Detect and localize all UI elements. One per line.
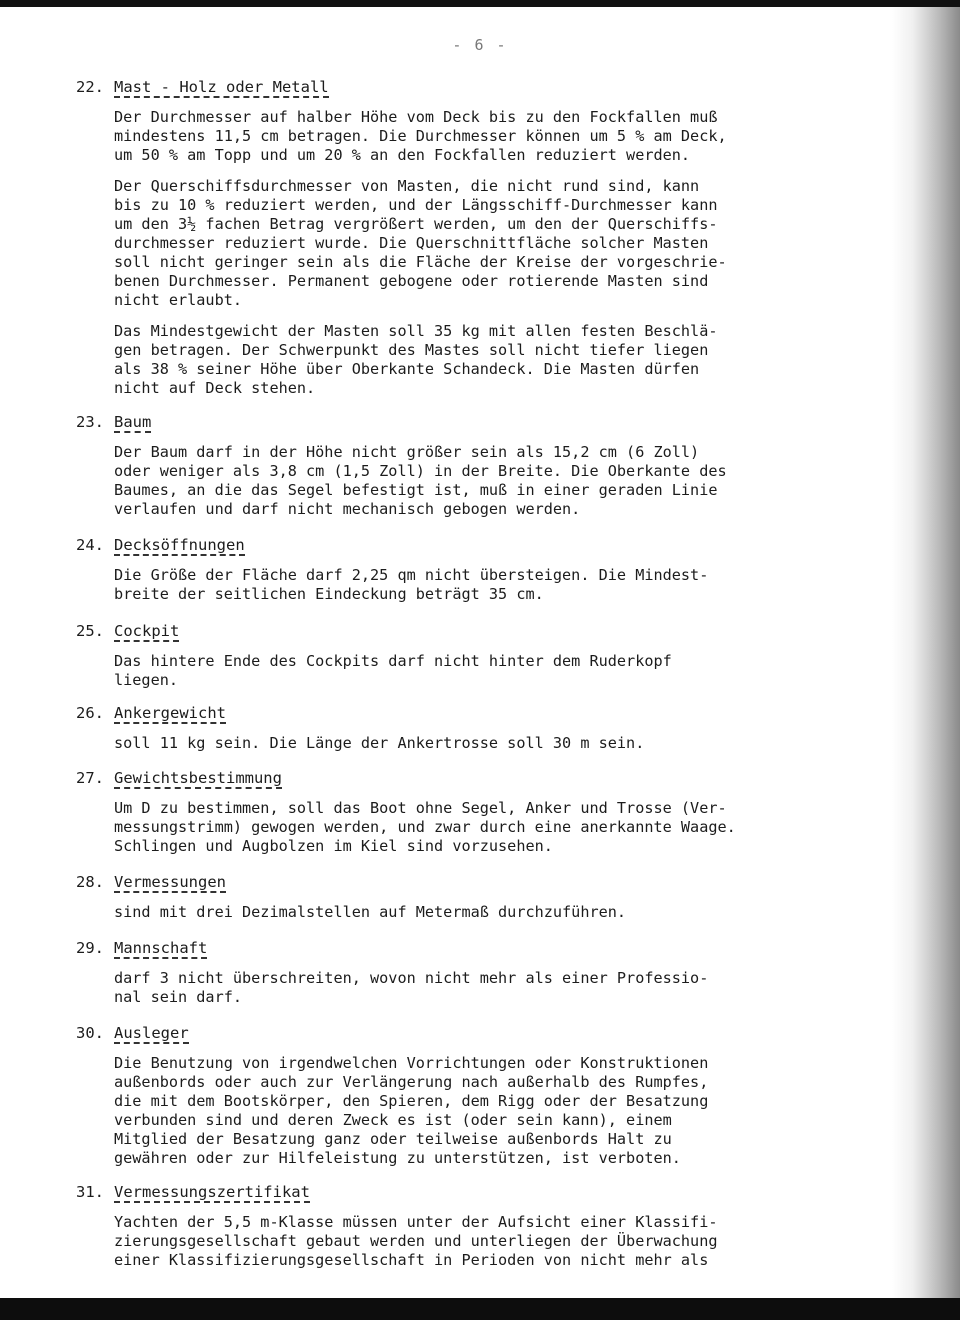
section-number: 29. xyxy=(76,939,104,957)
section-title: Ankergewicht xyxy=(114,704,226,722)
section-paragraph: Das Mindestgewicht der Masten soll 35 kg mit allen festen Beschlä- gen betragen. Der Schwerpunkt des Mastes soll nicht tiefer liegen als 38 % seiner Höhe über Oberkante Schandeck. Die Masten dürfen nicht auf Deck stehen. xyxy=(114,322,718,397)
section-27 xyxy=(76,769,836,856)
scan-binding-shadow xyxy=(892,7,960,1298)
section-title: Mast - Holz oder Metall xyxy=(114,78,329,96)
scan-bottom-edge xyxy=(0,1298,960,1320)
section-number: 28. xyxy=(76,873,104,891)
section-paragraph: Das hintere Ende des Cockpits darf nicht hinter dem Ruderkopf liegen. xyxy=(114,652,672,689)
section-title: Ausleger xyxy=(114,1024,189,1042)
section-31 xyxy=(76,1183,836,1270)
section-number: 24. xyxy=(76,536,104,554)
section-paragraph: Der Durchmesser auf halber Höhe vom Deck bis zu den Fockfallen muß mindestens 11,5 cm betragen. Die Durchmesser können um 5 % am Deck, um 50 % am Topp und um 20 % an den Fockfallen reduziert werden. xyxy=(114,108,727,164)
section-title: Gewichtsbestimmung xyxy=(114,769,282,787)
section-title: Decksöffnungen xyxy=(114,536,245,554)
page-number: - 6 - xyxy=(452,36,508,54)
section-24 xyxy=(76,536,836,604)
section-number: 27. xyxy=(76,769,104,787)
section-paragraph: Die Benutzung von irgendwelchen Vorrichtungen oder Konstruktionen außenbords oder auch zur Verlängerung nach außerhalb des Rumpfes, die mit dem Bootskörper, den Spieren, dem Rigg oder der Besatzung verbunden sind und deren Zweck es ist (oder sein kann), einem Mitglied der Besatzung ganz oder teilweise außenbords Halt zu gewähren oder zur Hilfeleistung zu unterstützen, ist verboten. xyxy=(114,1054,709,1167)
section-number: 30. xyxy=(76,1024,104,1042)
section-paragraph: darf 3 nicht überschreiten, wovon nicht mehr als einer Professio- nal sein darf. xyxy=(114,969,709,1006)
section-paragraph: sind mit drei Dezimalstellen auf Metermaß durchzuführen. xyxy=(114,903,627,921)
section-30 xyxy=(76,1024,836,1168)
section-paragraph: Die Größe der Fläche darf 2,25 qm nicht übersteigen. Die Mindest- breite der seitlichen Eindeckung beträgt 35 cm. xyxy=(114,566,709,603)
section-number: 26. xyxy=(76,704,104,722)
section-paragraph: Der Baum darf in der Höhe nicht größer sein als 15,2 cm (6 Zoll) oder weniger als 3,8 cm (1,5 Zoll) in der Breite. Die Oberkante des Baumes, an die das Segel befestigt ist, muß in einer geraden Linie verlaufen und darf nicht mechanisch gebogen werden. xyxy=(114,443,727,518)
section-23 xyxy=(76,413,836,519)
section-paragraph: soll 11 kg sein. Die Länge der Ankertrosse soll 30 m sein. xyxy=(114,734,645,752)
section-title: Baum xyxy=(114,413,152,431)
section-22 xyxy=(76,78,836,398)
section-29 xyxy=(76,939,836,1007)
scan-top-edge xyxy=(0,0,960,7)
section-title: Mannschaft xyxy=(114,939,208,957)
section-number: 31. xyxy=(76,1183,104,1201)
section-paragraph: Um D zu bestimmen, soll das Boot ohne Segel, Anker und Trosse (Ver- messungstrimm) gewogen werden, und zwar durch eine anerkannte Waage. Schlingen und Augbolzen im Kiel sind vorzusehen. xyxy=(114,799,736,855)
section-number: 22. xyxy=(76,78,104,96)
section-paragraph: Yachten der 5,5 m-Klasse müssen unter der Aufsicht einer Klassifi- zierungsgesellschaft gebaut werden und unterliegen der Überwachung einer Klassifizierungsgesellschaft in Perioden von nicht mehr als xyxy=(114,1213,718,1269)
section-title: Vermessungen xyxy=(114,873,226,891)
section-title: Vermessungszertifikat xyxy=(114,1183,310,1201)
section-number: 25. xyxy=(76,622,104,640)
section-26 xyxy=(76,704,836,753)
section-paragraph: Der Querschiffsdurchmesser von Masten, die nicht rund sind, kann bis zu 10 % reduziert werden, und der Längsschiff-Durchmesser kann um den 3½ fachen Betrag vergrößert werden, um den der Querschiffs- durchmesser reduziert wurde. Die Querschnittfläche solcher Masten soll nicht geringer sein als die Fläche der Kreise der vorgeschrie- benen Durchmesser. Permanent gebogene oder rotierende Masten sind nicht erlaubt. xyxy=(114,177,727,309)
section-number: 23. xyxy=(76,413,104,431)
section-title: Cockpit xyxy=(114,622,180,640)
section-28 xyxy=(76,873,836,922)
section-25 xyxy=(76,622,836,690)
